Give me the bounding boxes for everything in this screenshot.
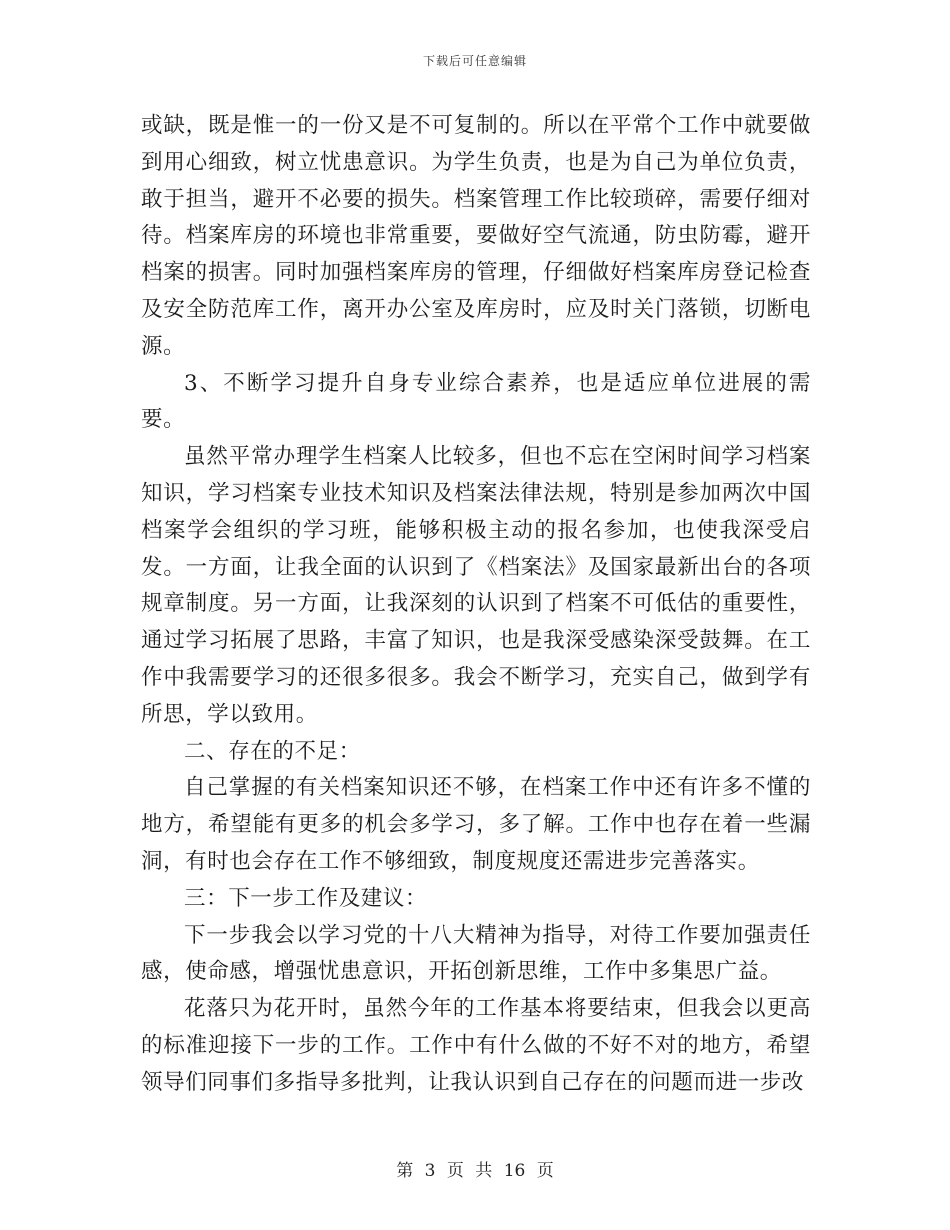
page-header-note: 下载后可任意编辑 <box>422 54 527 68</box>
paragraph-2: 3、不断学习提升自身专业综合素养，也是适应单位进展的需要。 <box>141 370 811 433</box>
section-heading-next-steps: 三：下一步工作及建议： <box>184 885 428 911</box>
paragraph-1: 或缺，既是惟一的一份又是不可复制的。所以在平常个工作中就要做到用心细致，树立忧患意识。为学生负责，也是为自己为单位负责，敢于担当，避开不必要的损失。档案管理工作比较琐碎，需要仔细对待。档案库房的环境也非常重要，要做好空气流通，防虫防霉，避开档案的损害。同时加强档案库房的管理，仔细做好档案库房登记检查及安全防范库工作，离开办公室及库房时，应及时关门落锁，切断电源。 <box>141 113 811 359</box>
paragraph-7: 下一步我会以学习党的十八大精神为指导，对待工作要加强责任感，使命感，增强忧患意识，开拓创新思维，工作中多集思广益。 <box>141 922 811 985</box>
paragraph-5: 自己掌握的有关档案知识还不够，在档案工作中还有许多不懂的地方，希望能有更多的机会多学习，多了解。工作中也存在着一些漏洞，有时也会存在工作不够细致，制度规度还需进步完善落实。 <box>141 775 811 874</box>
paragraph-3: 虽然平常办理学生档案人比较多，但也不忘在空闲时间学习档案知识，学习档案专业技术知识及档案法律法规，特别是参加两次中国档案学会组织的学习班，能够积极主动的报名参加，也使我深受启发。一方面，让我全面的认识到了《档案法》及国家最新出台的各项规章制度。另一方面，让我深刻的认识到了档案不可低估的重要性，通过学习拓展了思路，丰富了知识，也是我深受感染深受鼓舞。在工作中我需要学习的还很多很多。我会不断学习，充实自己，做到学有所思，学以致用。 <box>141 444 811 727</box>
section-heading-shortcomings: 二、存在的不足： <box>184 738 361 764</box>
paragraph-8: 花落只为花开时，虽然今年的工作基本将要结束，但我会以更高的标准迎接下一步的工作。工作中有什么做的不好不对的地方，希望领导们同事们多指导多批判，让我认识到自己存在的问题而进一步改 <box>141 996 811 1095</box>
document-body <box>141 108 811 1102</box>
page-number: 第 3 页 共 16 页 <box>396 1161 554 1181</box>
